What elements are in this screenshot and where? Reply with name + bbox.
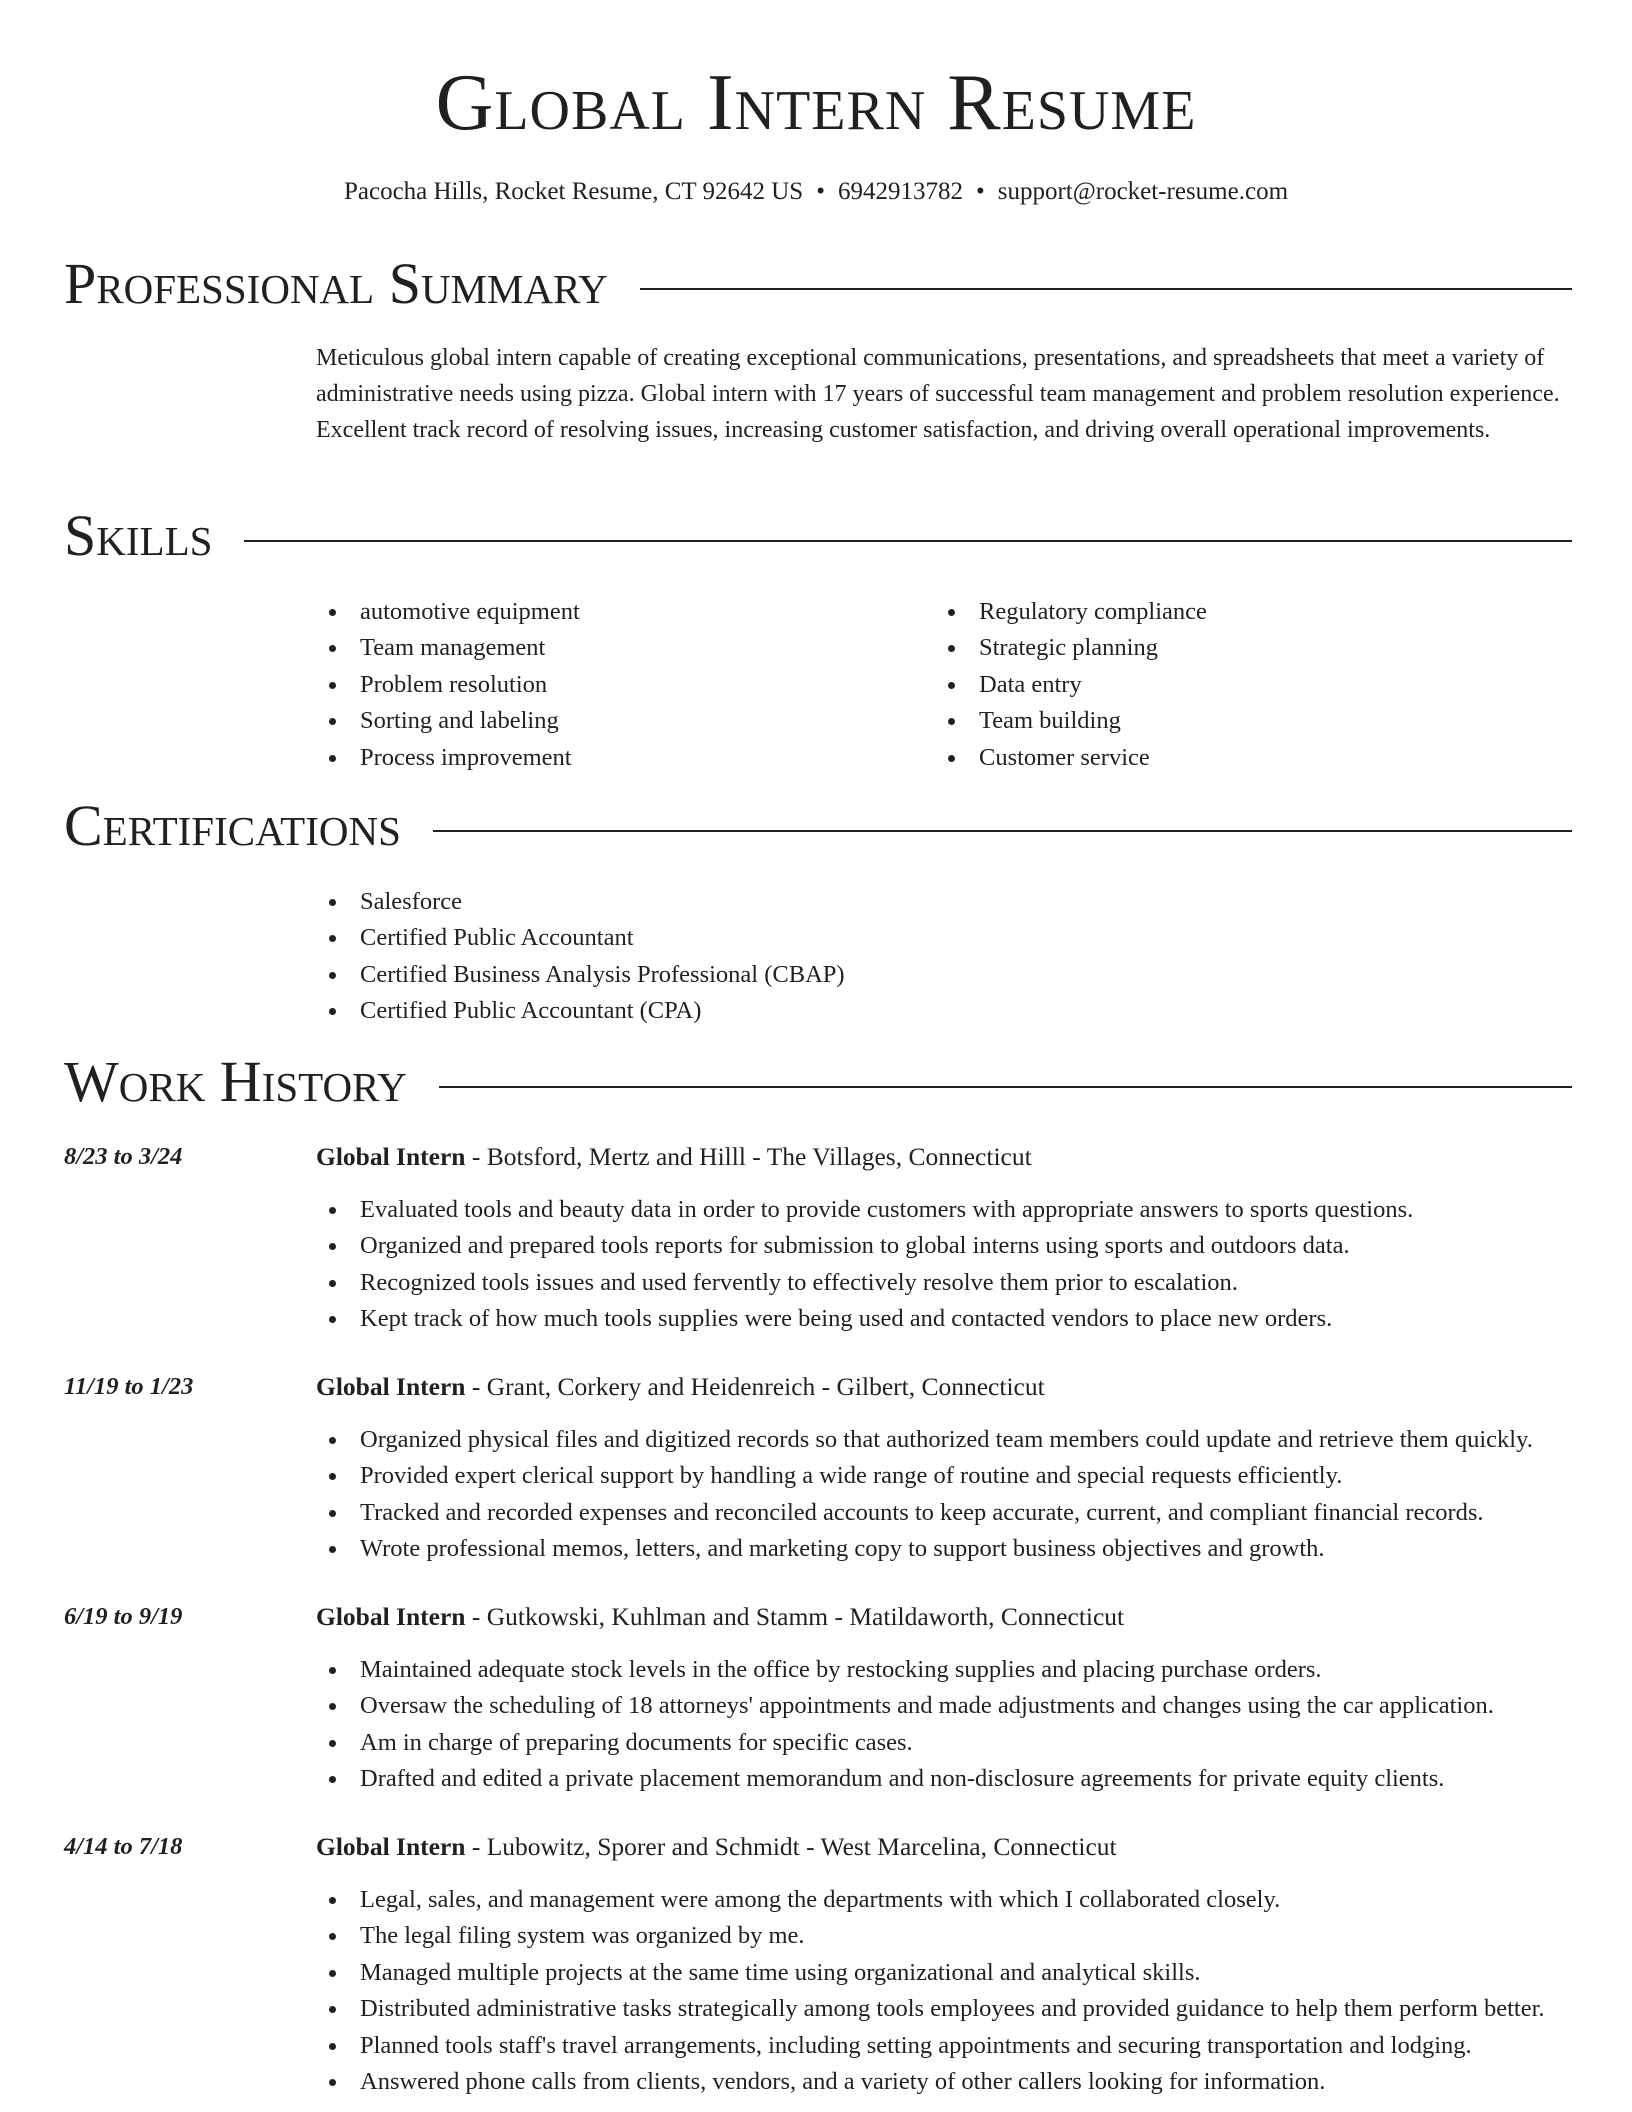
summary-heading: Professional Summary: [64, 251, 608, 316]
job-duty-item: Organized and prepared tools reports for submission to global interns using sports and outdoors data.: [316, 1228, 1576, 1264]
certifications-list: [316, 884, 1576, 1030]
contact-address: Pacocha Hills, Rocket Resume, CT 92642 US: [343, 178, 804, 205]
job-employer-location: - Gutkowski, Kuhlman and Stamm - Matildaworth, Connecticut: [465, 1602, 1125, 1631]
certification-item: Salesforce: [316, 884, 1576, 920]
skills-heading: Skills: [64, 503, 213, 568]
section-divider: [433, 830, 1572, 832]
job-duty-item: Maintained adequate stock levels in the office by restocking supplies and placing purchase orders.: [316, 1652, 1576, 1688]
certification-item: Certified Public Accountant: [316, 920, 1576, 956]
skill-item: Data entry: [935, 667, 1575, 703]
skills-list-right: [935, 594, 1575, 776]
job-duty-item: Organized physical files and digitized records so that authorized team members could update and retrieve them quickly.: [316, 1422, 1576, 1458]
job-duty-item: Kept track of how much tools supplies were being used and contacted vendors to place new orders.: [316, 1301, 1576, 1337]
job-duty-item: Drafted and edited a private placement memorandum and non-disclosure agreements for private equity clients.: [316, 1761, 1576, 1797]
skill-item: Strategic planning: [935, 630, 1575, 666]
job-duties-list: [316, 1882, 1576, 2100]
skill-item: Problem resolution: [316, 667, 876, 703]
job-duty-item: Legal, sales, and management were among the departments with which I collaborated closely.: [316, 1882, 1576, 1918]
job-title-line: [316, 1140, 1032, 1174]
job-dates: 6/19 to 9/19: [64, 1603, 183, 1630]
skill-item: Process improvement: [316, 740, 876, 776]
job-duty-item: Wrote professional memos, letters, and marketing copy to support business objectives and growth.: [316, 1531, 1576, 1567]
summary-section-header: [64, 252, 1572, 316]
skill-item: Customer service: [935, 740, 1575, 776]
job-title-line: [316, 1600, 1124, 1634]
skills-list-left: [316, 594, 876, 776]
job-duty-item: Am in charge of preparing documents for specific cases.: [316, 1725, 1576, 1761]
skill-item: Team management: [316, 630, 876, 666]
job-dates: 4/14 to 7/18: [64, 1833, 183, 1860]
job-duties-list: [316, 1652, 1576, 1798]
contact-separator: •: [975, 178, 985, 205]
skills-section-header: [64, 504, 1572, 568]
job-title-line: [316, 1370, 1045, 1404]
job-employer-location: - Grant, Corkery and Heidenreich - Gilbert, Connecticut: [465, 1372, 1045, 1401]
job-title: Global Intern: [316, 1832, 466, 1861]
job-duty-item: Provided expert clerical support by handling a wide range of routine and special requests efficiently.: [316, 1458, 1576, 1494]
contact-phone: 6942913782: [837, 178, 963, 205]
job-title: Global Intern: [316, 1142, 466, 1171]
skill-item: automotive equipment: [316, 594, 876, 630]
job-duty-item: Planned tools staff's travel arrangements, including setting appointments and securing transportation and lodging.: [316, 2028, 1576, 2064]
job-title-line: [316, 1830, 1117, 1864]
work-history-heading: Work History: [64, 1049, 407, 1114]
work-history-section-header: [64, 1050, 1572, 1114]
job-dates: 11/19 to 1/23: [64, 1373, 194, 1400]
contact-line: [0, 176, 1632, 208]
job-title: Global Intern: [316, 1602, 466, 1631]
job-duty-item: Answered phone calls from clients, vendors, and a variety of other callers looking for information.: [316, 2064, 1576, 2100]
job-duty-item: The legal filing system was organized by me.: [316, 1918, 1576, 1954]
job-duty-item: Managed multiple projects at the same time using organizational and analytical skills.: [316, 1955, 1576, 1991]
job-employer-location: - Lubowitz, Sporer and Schmidt - West Marcelina, Connecticut: [465, 1832, 1117, 1861]
certification-item: Certified Public Accountant (CPA): [316, 993, 1576, 1029]
job-duty-item: Evaluated tools and beauty data in order to provide customers with appropriate answers to sports questions.: [316, 1192, 1576, 1228]
job-duties-list: [316, 1192, 1576, 1338]
section-divider: [244, 540, 1572, 542]
summary-text: Meticulous global intern capable of creating exceptional communications, presentations, and spreadsheets that meet a variety of administrative needs using pizza. Global intern with 17 years of successful team management and problem resolution experience. Excellent track record of resolving issues, increasing customer satisfaction, and driving overall operational improvements.: [316, 345, 1560, 443]
job-dates: 8/23 to 3/24: [64, 1143, 183, 1170]
resume-name: Global Intern Resume: [435, 59, 1197, 147]
job-duty-item: Distributed administrative tasks strategically among tools employees and provided guidance to help them perform better.: [316, 1991, 1576, 2027]
job-duty-item: Oversaw the scheduling of 18 attorneys' appointments and made adjustments and changes using the car application.: [316, 1688, 1576, 1724]
section-divider: [439, 1086, 1572, 1088]
job-duty-item: Tracked and recorded expenses and reconciled accounts to keep accurate, current, and compliant financial records.: [316, 1495, 1576, 1531]
skill-item: Regulatory compliance: [935, 594, 1575, 630]
job-title: Global Intern: [316, 1372, 466, 1401]
contact-separator: •: [816, 178, 825, 205]
contact-email: support@rocket-resume.com: [997, 178, 1289, 205]
certifications-section-header: [64, 794, 1572, 858]
job-duty-item: Recognized tools issues and used fervently to effectively resolve them prior to escalation.: [316, 1265, 1576, 1301]
certification-item: Certified Business Analysis Professional (CBAP): [316, 957, 1576, 993]
job-duties-list: [316, 1422, 1576, 1568]
section-divider: [640, 288, 1572, 290]
skill-item: Sorting and labeling: [316, 703, 876, 739]
skill-item: Team building: [935, 703, 1575, 739]
certifications-heading: Certifications: [64, 793, 401, 858]
job-employer-location: - Botsford, Mertz and Hilll - The Villages, Connecticut: [465, 1142, 1032, 1171]
